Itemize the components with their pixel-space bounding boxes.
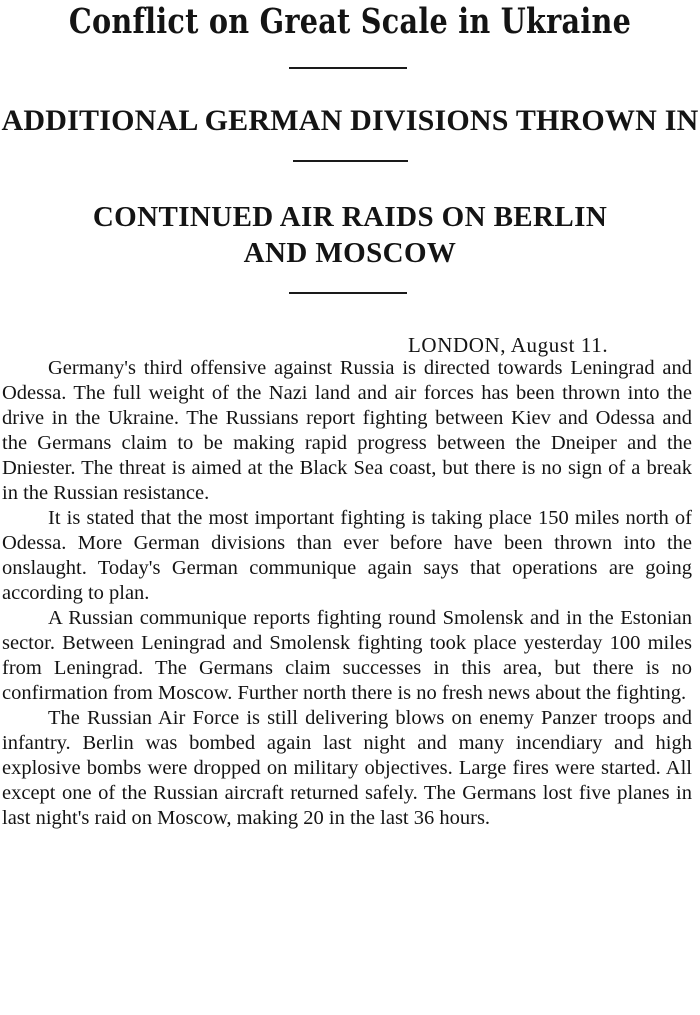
- headline-divider: [289, 67, 407, 69]
- paragraph-1: Germany's third offensive against Russia is directed towards Leningrad and Odessa. The full weight of the Nazi land and air forces has been thrown into the drive in the Ukraine. The Russians report fighting between Kiev and Odessa and the Germans claim to be making rapid progress between the Dneiper and the Dniester. The threat is aimed at the Black Sea coast, but there is no sign of a break in the Russian resistance.: [2, 357, 692, 504]
- paragraph-4: The Russian Air Force is still delivering blows on enemy Panzer troops and infantry. Berlin was bombed again last night and many incendiary and high explosive bombs were dropped on military objectives. Large fires were started. All except one of the Russian aircraft returned safely. The Germans lost five planes in last night's raid on Moscow, making 20 in the last 36 hours.: [2, 707, 692, 829]
- deck-line-2: AND MOSCOW: [243, 237, 457, 269]
- deck-line-1: CONTINUED AIR RAIDS ON BERLIN: [92, 201, 608, 233]
- subheadline: ADDITIONAL GERMAN DIVISIONS THROWN IN: [1, 104, 699, 137]
- subheadline-divider: [293, 160, 408, 162]
- deck-divider: [289, 292, 407, 294]
- dateline: LONDON, August 11.: [408, 333, 609, 357]
- deck: [0, 199, 700, 271]
- headline: Conflict on Great Scale in Ukraine: [68, 1, 632, 42]
- article-body: [2, 356, 692, 831]
- paragraph-2: It is stated that the most important fighting is taking place 150 miles north of Odessa. More German divisions than ever before have been thrown into the onslaught. Today's German communique again says that operations are going according to plan.: [2, 507, 692, 604]
- paragraph-3: A Russian communique reports fighting round Smolensk and in the Estonian sector. Between Leningrad and Smolensk fighting took place yesterday 100 miles from Leningrad. The Germans claim successes in this area, but there is no confirmation from Moscow. Further north there is no fresh news about the fighting.: [2, 607, 692, 704]
